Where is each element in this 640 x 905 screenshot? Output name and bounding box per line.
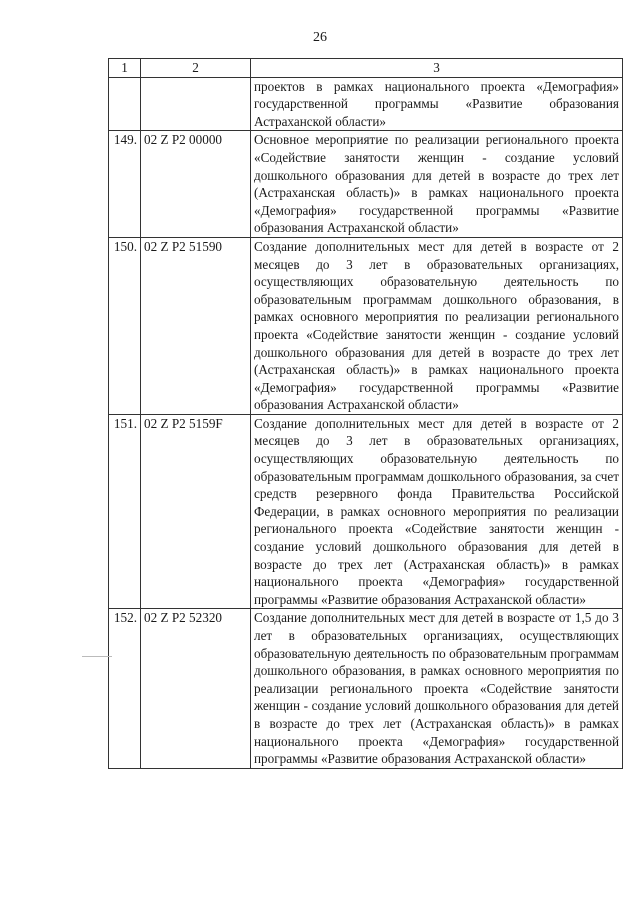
row-code (141, 77, 251, 131)
row-code: 02 Z P2 51590 (141, 237, 251, 414)
row-description: Основное мероприятие по реализации регионального проекта «Содействие занятости женщин - создание условий дошкольного образования для детей в возрасте до трех лет (Астраханская область)» в рамках национального проекта «Демография» государственной программы «Развитие образования Астраханской области» (251, 131, 623, 238)
row-code: 02 Z P2 00000 (141, 131, 251, 238)
page-number: 26 (313, 30, 327, 45)
table-row (109, 131, 623, 238)
row-code: 02 Z P2 52320 (141, 609, 251, 768)
column-header-1: 1 (109, 59, 141, 78)
row-number: 152. (109, 609, 141, 768)
budget-classification-table (108, 58, 623, 769)
table-row (109, 609, 623, 768)
table-row (109, 237, 623, 414)
row-number: 151. (109, 414, 141, 609)
row-number: 150. (109, 237, 141, 414)
column-header-3: 3 (251, 59, 623, 78)
table-row (109, 414, 623, 609)
row-description: Создание дополнительных мест для детей в возрасте от 2 месяцев до 3 лет в образовательных организациях, осуществляющих образовательную деятельность по образовательным программам дошкольного образования, в рамках основного мероприятия по реализации регионального проекта «Содействие занятости женщин - создание условий дошкольного образования для детей в возрасте до трех лет (Астраханская область)» в рамках национального проекта «Демография» государственной программы «Развитие образования Астраханской области» (251, 237, 623, 414)
row-code: 02 Z P2 5159F (141, 414, 251, 609)
row-number (109, 77, 141, 131)
column-header-2: 2 (141, 59, 251, 78)
row-description: Создание дополнительных мест для детей в возрасте от 1,5 до 3 лет в образовательных организациях, осуществляющих образовательную деятельность по образовательным программам дошкольного образования, в рамках основного мероприятия по реализации регионального проекта «Содействие занятости женщин - создание условий дошкольного образования для детей в возрасте до трех лет (Астраханская область)» в рамках национального проекта «Демография» государственной программы «Развитие образования Астраханской области» (251, 609, 623, 768)
table-header-row (109, 59, 623, 78)
row-number: 149. (109, 131, 141, 238)
row-description: Создание дополнительных мест для детей в возрасте от 2 месяцев до 3 лет в образовательных организациях, осуществляющих образовательную деятельность по образовательным программам дошкольного образования, за счет средств резервного фонда Правительства Российской Федерации, в рамках основного мероприятия по реализации регионального проекта «Содействие занятости женщин - создание условий дошкольного образования для детей в возрасте до трех лет (Астраханская область)» в рамках национального проекта «Демография» государственной программы «Развитие образования Астраханской области» (251, 414, 623, 609)
table-row (109, 77, 623, 131)
margin-mark (82, 656, 112, 657)
row-description: проектов в рамках национального проекта «Демография» государственной программы «Развитие образования Астраханской области» (251, 77, 623, 131)
